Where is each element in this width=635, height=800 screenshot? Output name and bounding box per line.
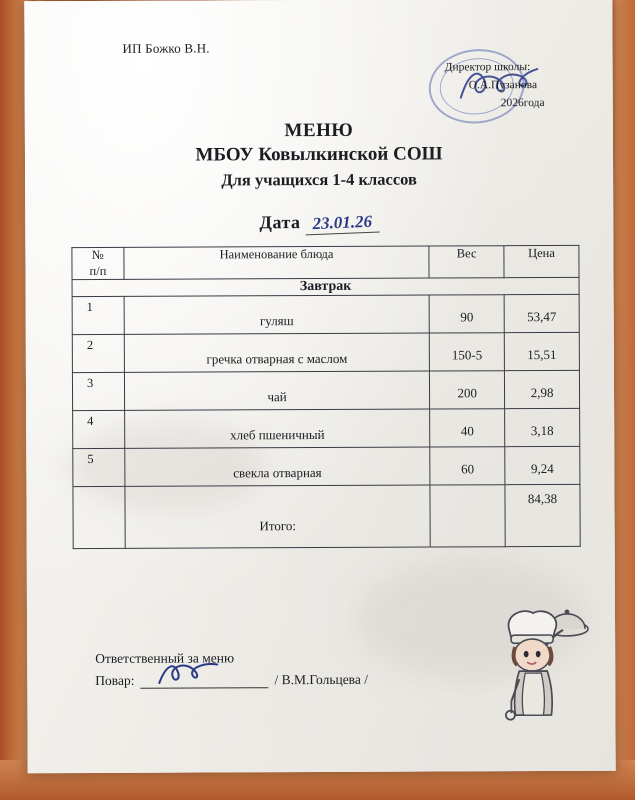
table-row bbox=[72, 333, 579, 373]
cook-label: Повар: bbox=[95, 672, 135, 688]
row-weight-cell bbox=[429, 295, 504, 333]
row-index: 2 bbox=[86, 338, 94, 353]
table-row bbox=[73, 447, 580, 487]
total-label: Итого: bbox=[259, 518, 296, 534]
date-value: 23.01.26 bbox=[305, 211, 380, 235]
col-header-num bbox=[72, 247, 124, 279]
table-body bbox=[72, 278, 580, 549]
menu-sheet bbox=[24, 0, 615, 773]
col-header-price: Цена bbox=[504, 245, 579, 278]
chef-illustration-svg bbox=[479, 599, 592, 721]
row-weight-cell bbox=[430, 447, 505, 485]
total-num-cell bbox=[73, 487, 125, 549]
dish-weight: 150-5 bbox=[451, 347, 483, 363]
director-name: О.А.Пузанова bbox=[468, 78, 538, 92]
audience-line: Для учащихся 1-4 классов bbox=[221, 169, 417, 190]
row-price-cell bbox=[504, 333, 579, 371]
dish-name: хлеб пшеничный bbox=[230, 427, 325, 443]
page-title: МЕНЮ bbox=[284, 119, 354, 142]
col-header-weight: Вес bbox=[429, 246, 504, 279]
row-dish-cell bbox=[124, 371, 430, 410]
responsible-label: Ответственный за меню bbox=[95, 650, 235, 666]
dish-weight: 40 bbox=[460, 423, 474, 439]
section-label: Завтрак bbox=[72, 278, 579, 297]
row-num-cell bbox=[73, 449, 125, 487]
cook-line bbox=[95, 672, 368, 689]
row-price-cell bbox=[504, 295, 579, 333]
director-role: Директор школы: bbox=[444, 61, 531, 74]
table-row bbox=[73, 409, 580, 449]
dish-name: чай bbox=[267, 389, 287, 405]
dish-price: 53,47 bbox=[527, 309, 557, 325]
dish-price: 2,98 bbox=[530, 385, 554, 401]
row-weight-cell bbox=[430, 409, 505, 447]
col-header-name: Наименование блюда bbox=[124, 246, 430, 280]
dish-name: гуляш bbox=[259, 313, 294, 329]
total-weight-cell bbox=[430, 485, 505, 547]
table-row bbox=[72, 295, 579, 335]
total-price-cell bbox=[505, 485, 580, 547]
section-row-breakfast bbox=[72, 278, 579, 297]
row-dish-cell bbox=[124, 295, 430, 334]
total-row bbox=[73, 485, 580, 549]
cook-name: / В.М.Гольцева / bbox=[274, 671, 369, 688]
row-price-cell bbox=[505, 409, 580, 447]
dish-price: 15,51 bbox=[527, 347, 557, 363]
row-dish-cell bbox=[124, 333, 430, 372]
row-num-cell bbox=[73, 411, 125, 449]
row-index: 4 bbox=[87, 414, 94, 429]
row-dish-cell bbox=[124, 409, 430, 448]
menu-table bbox=[71, 245, 580, 549]
school-name: МБОУ Ковылкинской СОШ bbox=[195, 143, 443, 166]
approval-year: 2026года bbox=[500, 96, 545, 109]
row-index: 1 bbox=[86, 300, 93, 315]
dish-price: 3,18 bbox=[530, 423, 554, 439]
row-num-cell bbox=[72, 373, 124, 411]
dish-weight: 60 bbox=[461, 461, 475, 477]
approval-block bbox=[383, 59, 593, 113]
dish-name: свекла отварная bbox=[233, 465, 322, 481]
dish-weight: 90 bbox=[460, 309, 474, 325]
row-num-cell bbox=[72, 297, 124, 335]
date-label: Дата bbox=[259, 212, 301, 233]
col-header-num-line1: № bbox=[91, 247, 104, 262]
row-index: 5 bbox=[87, 452, 94, 467]
footer-block bbox=[95, 650, 368, 689]
row-weight-cell bbox=[430, 371, 505, 409]
date-line bbox=[25, 211, 613, 236]
dish-name: гречка отварная с маслом bbox=[206, 351, 348, 367]
total-value: 84,38 bbox=[527, 491, 558, 507]
row-index: 3 bbox=[86, 376, 94, 391]
total-label-cell bbox=[125, 485, 431, 548]
table-header bbox=[72, 245, 579, 279]
menu-document bbox=[24, 0, 615, 773]
col-header-num-line2: п/п bbox=[89, 263, 107, 278]
row-price-cell bbox=[505, 371, 580, 409]
row-price-cell bbox=[505, 447, 580, 485]
row-dish-cell bbox=[125, 447, 431, 486]
row-weight-cell bbox=[430, 333, 505, 371]
row-num-cell bbox=[72, 335, 124, 373]
dish-price: 9,24 bbox=[531, 461, 554, 477]
cook-signature-line bbox=[140, 674, 268, 689]
table-row bbox=[72, 371, 579, 411]
chef-illustration-icon bbox=[479, 599, 592, 721]
dish-weight: 200 bbox=[457, 385, 478, 401]
vendor-label: ИП Божко В.Н. bbox=[122, 40, 210, 56]
